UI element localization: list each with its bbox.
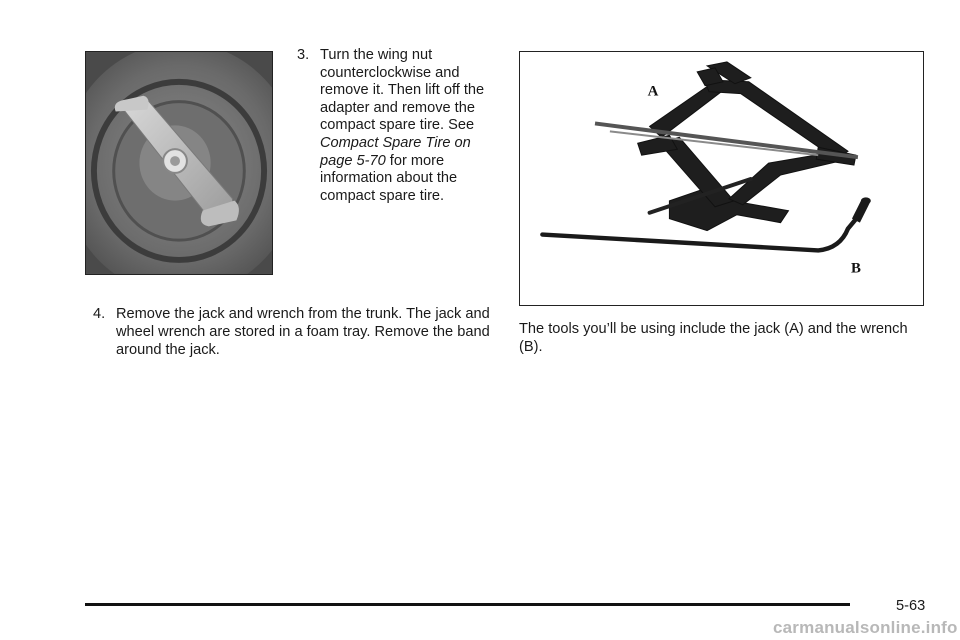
spare-tire-wing-nut-photo <box>85 51 273 275</box>
label-a: A <box>647 83 659 100</box>
figure-caption: The tools you’ll be using include the jack (A) and the wrench (B). <box>519 321 908 355</box>
watermark-logo: carmanualsonline.info <box>773 618 958 637</box>
jack-and-wrench-figure <box>519 51 924 306</box>
label-b: B <box>850 260 861 277</box>
page-number: 5-63 <box>896 598 926 614</box>
step-4 <box>93 305 493 359</box>
jack-wrench-illustration <box>520 52 923 305</box>
step-3-text-before: Turn the wing nut counterclockwise and remove it. Then lift off the adapter and remove the compact spare tire. See <box>320 47 485 134</box>
footer-rule <box>85 603 850 606</box>
step-4-number: 4. <box>93 306 106 322</box>
step-4-text: Remove the jack and wrench from the trunk. The jack and wheel wrench are stored in a foam tray. Remove the band around the jack. <box>116 306 490 358</box>
step-3-text-after: for more information about the compact spare tire. <box>320 152 458 204</box>
compact-spare-tire-reference: Compact Spare Tire on page 5-70 <box>320 134 471 169</box>
step-3-text <box>320 47 497 205</box>
step-3-number: 3. <box>297 47 310 63</box>
step-3 <box>297 47 497 205</box>
wing-nut-illustration <box>86 52 272 274</box>
